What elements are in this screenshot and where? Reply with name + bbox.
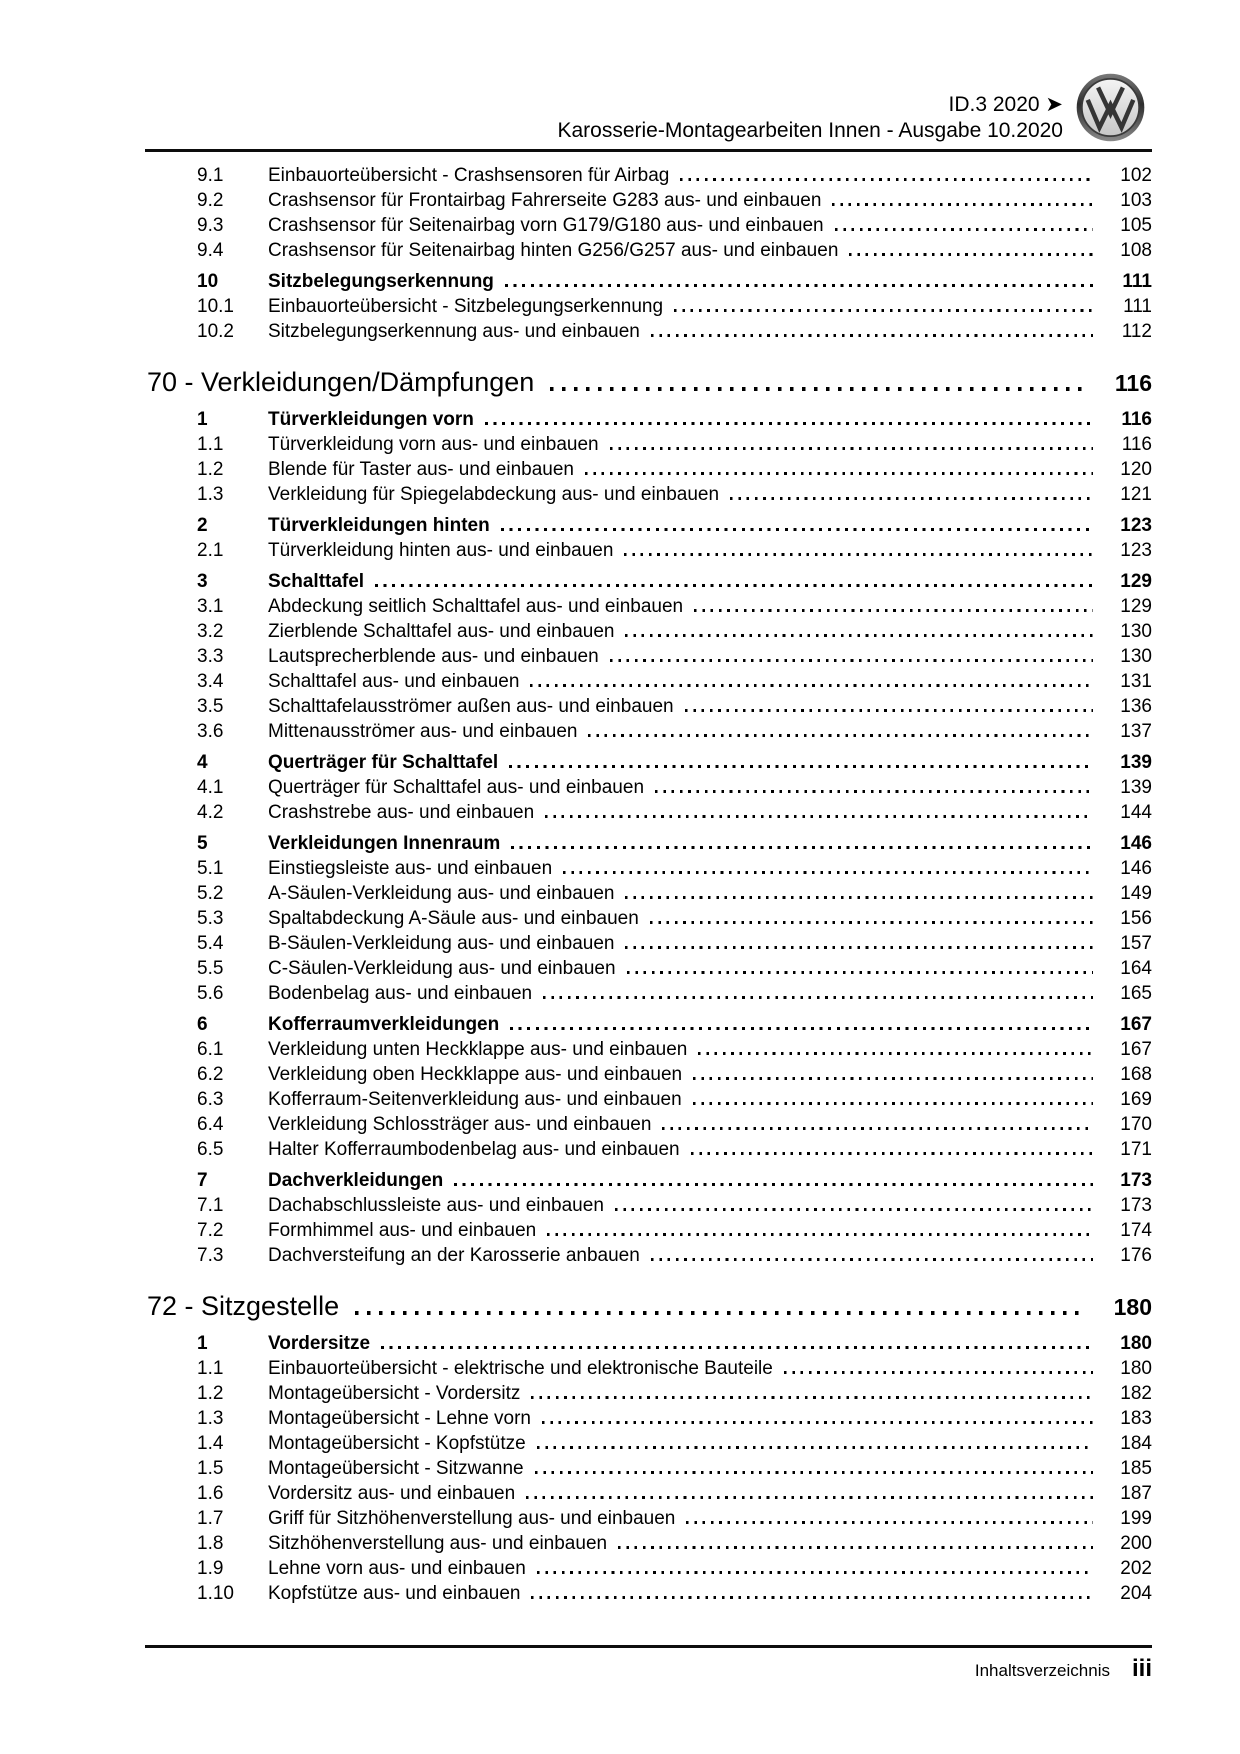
dot-leader — [849, 253, 1093, 256]
dot-leader — [730, 497, 1093, 500]
footer-page-number: iii — [1131, 1655, 1152, 1682]
header-text-block — [557, 92, 1063, 144]
toc-entry-page: 156 — [1120, 908, 1152, 929]
toc-entry-page: 168 — [1120, 1064, 1152, 1085]
dot-leader — [381, 1346, 1093, 1349]
dot-leader — [501, 528, 1093, 531]
toc-entry-title: Montageübersicht - Sitzwanne — [268, 1458, 524, 1479]
toc-entry-number: 6.5 — [197, 1139, 224, 1160]
toc-entry-number: 3.1 — [197, 596, 224, 617]
toc-entry — [145, 569, 1152, 594]
toc-entry — [145, 1556, 1152, 1581]
toc-entry-title: Montageübersicht - Lehne vorn — [268, 1408, 531, 1429]
toc-entry — [145, 619, 1152, 644]
toc-entry-page: 111 — [1123, 296, 1152, 317]
dot-leader — [526, 1496, 1093, 1499]
dot-leader — [543, 996, 1093, 999]
toc-entry — [145, 1506, 1152, 1531]
toc-entry-title: C-Säulen-Verkleidung aus- und einbauen — [268, 958, 616, 979]
toc-entry-title: Sitzhöhenverstellung aus- und einbauen — [268, 1533, 608, 1554]
toc-entry-title: Vordersitz aus- und einbauen — [268, 1483, 516, 1504]
toc-entry-number: 7 — [197, 1170, 208, 1191]
toc-entry-page: 167 — [1120, 1014, 1152, 1035]
toc-entry-title: Zierblende Schalttafel aus- und einbauen — [268, 621, 615, 642]
toc-entry — [145, 457, 1152, 482]
dot-leader — [454, 1183, 1093, 1186]
dot-leader — [537, 1571, 1093, 1574]
toc-entry-number: 3.6 — [197, 721, 224, 742]
toc-entry — [145, 1112, 1152, 1137]
toc-entry — [145, 956, 1152, 981]
toc-entry — [145, 856, 1152, 881]
toc-entry-number: 1.2 — [197, 459, 224, 480]
toc-entry-page: 170 — [1120, 1114, 1152, 1135]
dot-leader — [535, 1471, 1093, 1474]
toc-entry-number: 9.4 — [197, 240, 224, 261]
toc-entry-title: Abdeckung seitlich Schalttafel aus- und einbauen — [268, 596, 684, 617]
footer-label: Inhaltsverzeichnis — [974, 1661, 1110, 1680]
toc-entry-page: 182 — [1120, 1383, 1152, 1404]
dot-leader — [625, 634, 1093, 637]
dot-leader — [651, 334, 1093, 337]
toc-entry-page: 187 — [1120, 1483, 1152, 1504]
toc-entry-title: Blende für Taster aus- und einbauen — [268, 459, 574, 480]
toc-entry — [145, 1087, 1152, 1112]
dot-leader — [651, 1258, 1093, 1261]
toc-entry — [145, 269, 1152, 294]
dot-leader — [655, 790, 1093, 793]
toc-entry-page: 123 — [1120, 540, 1152, 561]
toc-entry-page: 183 — [1120, 1408, 1152, 1429]
toc-entry-number: 1.3 — [197, 484, 224, 505]
toc-entry-page: 171 — [1120, 1139, 1152, 1160]
toc-entry-number: 1 — [197, 1333, 208, 1354]
toc-entry-page: 120 — [1120, 459, 1152, 480]
toc-section-title: 70 - Verkleidungen/Dämpfungen — [147, 367, 535, 397]
dot-leader — [674, 309, 1093, 312]
toc-entry-number: 5.6 — [197, 983, 224, 1004]
toc-entry-number: 5.5 — [197, 958, 224, 979]
toc-entry — [145, 1062, 1152, 1087]
toc-entry-number: 10 — [197, 271, 219, 292]
toc-entry-page: 144 — [1120, 802, 1152, 823]
toc-entry-number: 4 — [197, 752, 208, 773]
dot-leader — [505, 284, 1093, 287]
toc-entry-number: 6 — [197, 1014, 208, 1035]
toc-entry — [145, 163, 1152, 188]
toc-entry-title: Lehne vorn aus- und einbauen — [268, 1558, 526, 1579]
dot-leader — [510, 1027, 1093, 1030]
dot-leader — [530, 684, 1093, 687]
toc-entry — [145, 594, 1152, 619]
toc-entry — [145, 513, 1152, 538]
toc-section-heading — [145, 1288, 1152, 1325]
toc-entry-page: 174 — [1120, 1220, 1152, 1241]
toc-entry-title: Verkleidung unten Heckklappe aus- und einbauen — [268, 1039, 688, 1060]
toc-entry — [145, 1331, 1152, 1356]
toc-entry — [145, 1356, 1152, 1381]
toc-entry — [145, 644, 1152, 669]
toc-entry — [145, 1431, 1152, 1456]
toc-entry-page: 180 — [1120, 1358, 1152, 1379]
toc-entry — [145, 750, 1152, 775]
toc-entry-number: 7.2 — [197, 1220, 224, 1241]
toc-entry-page: 164 — [1120, 958, 1152, 979]
dot-leader — [545, 815, 1093, 818]
dot-leader — [693, 1077, 1093, 1080]
dot-leader — [537, 1446, 1093, 1449]
toc-entry-number: 1.4 — [197, 1433, 224, 1454]
toc-entry-number: 1.6 — [197, 1483, 224, 1504]
toc-entry — [145, 238, 1152, 263]
toc-entry-title: Schalttafel — [268, 571, 365, 592]
toc-entry-title: Kofferraumverkleidungen — [268, 1014, 500, 1035]
page-footer — [975, 1655, 1152, 1683]
dot-leader — [693, 1102, 1093, 1105]
toc-entry-title: Schalttafelausströmer außen aus- und einbauen — [268, 696, 674, 717]
toc-entry — [145, 1012, 1152, 1037]
toc-entry-number: 7.3 — [197, 1245, 224, 1266]
toc-entry — [145, 482, 1152, 507]
toc-entry-title: Türverkleidungen vorn — [268, 409, 474, 430]
toc-entry-title: Schalttafel aus- und einbauen — [268, 671, 520, 692]
toc-section-page: 180 — [1113, 1294, 1152, 1320]
toc-section-page: 116 — [1114, 370, 1152, 396]
toc-entry-page: 204 — [1120, 1583, 1152, 1604]
toc-entry-title: Sitzbelegungserkennung aus- und einbauen — [268, 321, 640, 342]
toc-entry-number: 6.3 — [197, 1089, 224, 1110]
toc-entry-title: Kopfstütze aus- und einbauen — [268, 1583, 521, 1604]
toc-entry-number: 3 — [197, 571, 208, 592]
toc-entry — [145, 432, 1152, 457]
toc-entry — [145, 775, 1152, 800]
dot-leader — [686, 1521, 1093, 1524]
toc-section-heading — [145, 364, 1152, 401]
dot-leader — [531, 1596, 1093, 1599]
toc-entry-page: 199 — [1120, 1508, 1152, 1529]
toc-entry-number: 1.2 — [197, 1383, 224, 1404]
dot-leader — [624, 553, 1093, 556]
toc-entry-number: 1.8 — [197, 1533, 224, 1554]
toc-section-title: 72 - Sitzgestelle — [147, 1291, 340, 1321]
dot-leader — [694, 609, 1093, 612]
toc-entry-title: Dachabschlussleiste aus- und einbauen — [268, 1195, 604, 1216]
toc-entry-page: 123 — [1120, 515, 1152, 536]
toc-entry-page: 121 — [1120, 484, 1152, 505]
toc-entry-number: 1.10 — [197, 1583, 234, 1604]
toc-entry — [145, 931, 1152, 956]
toc-entry-number: 10.2 — [197, 321, 234, 342]
toc-entry-title: Einbauorteübersicht - Crashsensoren für Airbag — [268, 165, 670, 186]
toc-entry-page: 149 — [1120, 883, 1152, 904]
toc-entry-number: 1.5 — [197, 1458, 224, 1479]
toc-entry-page: 173 — [1120, 1170, 1152, 1191]
dot-leader — [835, 228, 1093, 231]
toc-entry-page: 176 — [1120, 1245, 1152, 1266]
toc-entry-page: 129 — [1120, 596, 1152, 617]
dot-leader — [542, 1421, 1093, 1424]
toc-entry-title: Mittenausströmer aus- und einbauen — [268, 721, 578, 742]
toc-entry-title: Crashsensor für Seitenairbag hinten G256/G257 aus- und einbauen — [268, 240, 839, 261]
toc-entry-title: Formhimmel aus- und einbauen — [268, 1220, 537, 1241]
toc-entry-page: 131 — [1120, 671, 1152, 692]
toc-entry-title: Griff für Sitzhöhenverstellung aus- und einbauen — [268, 1508, 676, 1529]
toc-entry — [145, 906, 1152, 931]
toc-entry-title: Verkleidung Schlossträger aus- und einbauen — [268, 1114, 652, 1135]
toc-entry-page: 185 — [1120, 1458, 1152, 1479]
toc-entry-number: 9.3 — [197, 215, 224, 236]
toc-entry-number: 3.2 — [197, 621, 224, 642]
dot-leader — [355, 1311, 1086, 1315]
toc-entry — [145, 1406, 1152, 1431]
toc-entry-page: 173 — [1120, 1195, 1152, 1216]
toc-entry — [145, 831, 1152, 856]
toc-entry-title: Kofferraum-Seitenverkleidung aus- und einbauen — [268, 1089, 682, 1110]
dot-leader — [509, 765, 1093, 768]
dot-leader — [662, 1127, 1093, 1130]
toc-entry-number: 9.2 — [197, 190, 224, 211]
toc-entry-number: 10.1 — [197, 296, 234, 317]
toc-entry-number: 6.4 — [197, 1114, 224, 1135]
toc-entry-page: 165 — [1120, 983, 1152, 1004]
toc-entry-page: 169 — [1120, 1089, 1152, 1110]
toc-entry — [145, 538, 1152, 563]
toc-entry-number: 3.3 — [197, 646, 224, 667]
toc-entry-number: 7.1 — [197, 1195, 224, 1216]
toc-entry-number: 3.4 — [197, 671, 224, 692]
toc-entry-number: 5 — [197, 833, 208, 854]
toc-entry — [145, 1243, 1152, 1268]
toc-entry-title: Einbauorteübersicht - Sitzbelegungserkennung — [268, 296, 664, 317]
dot-leader — [375, 584, 1093, 587]
dot-leader — [650, 921, 1093, 924]
toc-entry — [145, 407, 1152, 432]
toc-entry-title: Türverkleidung hinten aus- und einbauen — [268, 540, 614, 561]
toc-entry — [145, 1381, 1152, 1406]
toc-entry-page: 130 — [1120, 646, 1152, 667]
toc-entry-page: 180 — [1120, 1333, 1152, 1354]
toc-entry-page: 108 — [1120, 240, 1152, 261]
toc-entry-title: Lautsprecherblende aus- und einbauen — [268, 646, 599, 667]
toc-entry-page: 202 — [1120, 1558, 1152, 1579]
toc-entry-title: Türverkleidung vorn aus- und einbauen — [268, 434, 599, 455]
toc-entry-page: 146 — [1120, 833, 1152, 854]
dot-leader — [563, 871, 1093, 874]
toc-entry-page: 157 — [1120, 933, 1152, 954]
header-model-line: ID.3 2020 ➤ — [948, 93, 1063, 116]
dot-leader — [511, 846, 1093, 849]
toc-entry-title: Montageübersicht - Kopfstütze — [268, 1433, 526, 1454]
toc-entry-title: Dachverkleidungen — [268, 1170, 444, 1191]
toc-entry-number: 5.4 — [197, 933, 224, 954]
toc-entry-page: 112 — [1121, 321, 1152, 342]
toc-entry-title: Türverkleidungen hinten — [268, 515, 490, 536]
dot-leader — [627, 971, 1093, 974]
toc-entry-page: 184 — [1120, 1433, 1152, 1454]
toc-entry-page: 139 — [1120, 777, 1152, 798]
toc-entry-number: 5.3 — [197, 908, 224, 929]
toc-entry-page: 130 — [1120, 621, 1152, 642]
vw-logo-icon — [1076, 73, 1145, 142]
toc-entry-number: 4.2 — [197, 802, 224, 823]
toc-entry-title: B-Säulen-Verkleidung aus- und einbauen — [268, 933, 615, 954]
toc-entry-title: Verkleidung für Spiegelabdeckung aus- und einbauen — [268, 484, 720, 505]
toc-entry-title: Crashstrebe aus- und einbauen — [268, 802, 535, 823]
toc-entry — [145, 188, 1152, 213]
toc-entry-page: 167 — [1120, 1039, 1152, 1060]
dot-leader — [531, 1396, 1093, 1399]
toc-entry — [145, 719, 1152, 744]
toc-entry-page: 116 — [1121, 409, 1152, 430]
dot-leader — [585, 472, 1093, 475]
toc-entry — [145, 1218, 1152, 1243]
toc-entry-page: 136 — [1120, 696, 1152, 717]
toc-entry-page: 105 — [1120, 215, 1152, 236]
toc-entry-title: Halter Kofferraumbodenbelag aus- und einbauen — [268, 1139, 680, 1160]
toc-entry-number: 5.2 — [197, 883, 224, 904]
toc-entry-number: 2.1 — [197, 540, 224, 561]
toc-entry-title: Montageübersicht - Vordersitz — [268, 1383, 521, 1404]
toc-entry-title: Querträger für Schalttafel — [268, 752, 499, 773]
header-divider — [145, 149, 1152, 152]
toc-entry-number: 9.1 — [197, 165, 224, 186]
toc-entry-number: 5.1 — [197, 858, 224, 879]
toc-entry-number: 3.5 — [197, 696, 224, 717]
toc-entry-number: 4.1 — [197, 777, 224, 798]
toc-entry — [145, 1168, 1152, 1193]
footer-divider — [145, 1645, 1152, 1648]
toc-entry-page: 146 — [1120, 858, 1152, 879]
toc-entry-page: 102 — [1120, 165, 1152, 186]
toc-entry — [145, 1481, 1152, 1506]
toc-entry — [145, 1037, 1152, 1062]
dot-leader — [618, 1546, 1093, 1549]
toc-entry-title: Sitzbelegungserkennung — [268, 271, 494, 292]
dot-leader — [685, 709, 1093, 712]
toc-entry-number: 1.1 — [197, 1358, 224, 1379]
dot-leader — [832, 203, 1093, 206]
toc-entry — [145, 1581, 1152, 1606]
toc-entry — [145, 1137, 1152, 1162]
dot-leader — [784, 1371, 1093, 1374]
dot-leader — [610, 659, 1093, 662]
dot-leader — [550, 387, 1086, 391]
toc-entry — [145, 669, 1152, 694]
toc-entry — [145, 1193, 1152, 1218]
toc-entry — [145, 1531, 1152, 1556]
toc-entry — [145, 881, 1152, 906]
dot-leader — [691, 1152, 1093, 1155]
toc-entry-title: Einbauorteübersicht - elektrische und elektronische Bauteile — [268, 1358, 773, 1379]
toc-entry — [145, 800, 1152, 825]
toc-entry-title: Crashsensor für Seitenairbag vorn G179/G180 aus- und einbauen — [268, 215, 824, 236]
toc-entry-page: 116 — [1121, 434, 1152, 455]
toc-entry-page: 103 — [1120, 190, 1152, 211]
toc-entry-title: Dachversteifung an der Karosserie anbauen — [268, 1245, 640, 1266]
toc-entry-title: Einstiegsleiste aus- und einbauen — [268, 858, 553, 879]
toc-entry-number: 1 — [197, 409, 208, 430]
toc-entry-title: Verkleidung oben Heckklappe aus- und einbauen — [268, 1064, 683, 1085]
toc-entry-title: A-Säulen-Verkleidung aus- und einbauen — [268, 883, 615, 904]
toc-entry-title: Vordersitze — [268, 1333, 371, 1354]
dot-leader — [615, 1208, 1093, 1211]
dot-leader — [680, 178, 1093, 181]
toc-entry-number: 1.1 — [197, 434, 224, 455]
toc-entry-title: Bodenbelag aus- und einbauen — [268, 983, 533, 1004]
toc-entry-page: 200 — [1120, 1533, 1152, 1554]
toc-entry-page: 139 — [1120, 752, 1152, 773]
toc-entry-title: Spaltabdeckung A-Säule aus- und einbauen — [268, 908, 639, 929]
toc-entry-page: 137 — [1120, 721, 1152, 742]
dot-leader — [625, 946, 1093, 949]
toc-entry-number: 6.2 — [197, 1064, 224, 1085]
toc-entry — [145, 319, 1152, 344]
toc-entry-page: 111 — [1122, 271, 1152, 292]
toc-entry-number: 1.7 — [197, 1508, 224, 1529]
dot-leader — [698, 1052, 1093, 1055]
table-of-contents — [145, 163, 1152, 1606]
dot-leader — [485, 422, 1093, 425]
toc-entry-title: Querträger für Schalttafel aus- und einbauen — [268, 777, 645, 798]
header-subtitle-line: Karosserie-Montagearbeiten Innen - Ausgabe 10.2020 — [557, 119, 1063, 142]
toc-entry-title: Crashsensor für Frontairbag Fahrerseite G283 aus- und einbauen — [268, 190, 822, 211]
toc-entry-number: 1.3 — [197, 1408, 224, 1429]
toc-entry-page: 129 — [1120, 571, 1152, 592]
dot-leader — [588, 734, 1093, 737]
dot-leader — [610, 447, 1093, 450]
toc-entry-number: 6.1 — [197, 1039, 224, 1060]
toc-entry-number: 2 — [197, 515, 208, 536]
toc-entry — [145, 213, 1152, 238]
toc-entry-title: Verkleidungen Innenraum — [268, 833, 501, 854]
toc-entry — [145, 294, 1152, 319]
toc-entry — [145, 694, 1152, 719]
dot-leader — [625, 896, 1093, 899]
toc-entry-number: 1.9 — [197, 1558, 224, 1579]
toc-entry — [145, 1456, 1152, 1481]
toc-entry — [145, 981, 1152, 1006]
dot-leader — [547, 1233, 1093, 1236]
